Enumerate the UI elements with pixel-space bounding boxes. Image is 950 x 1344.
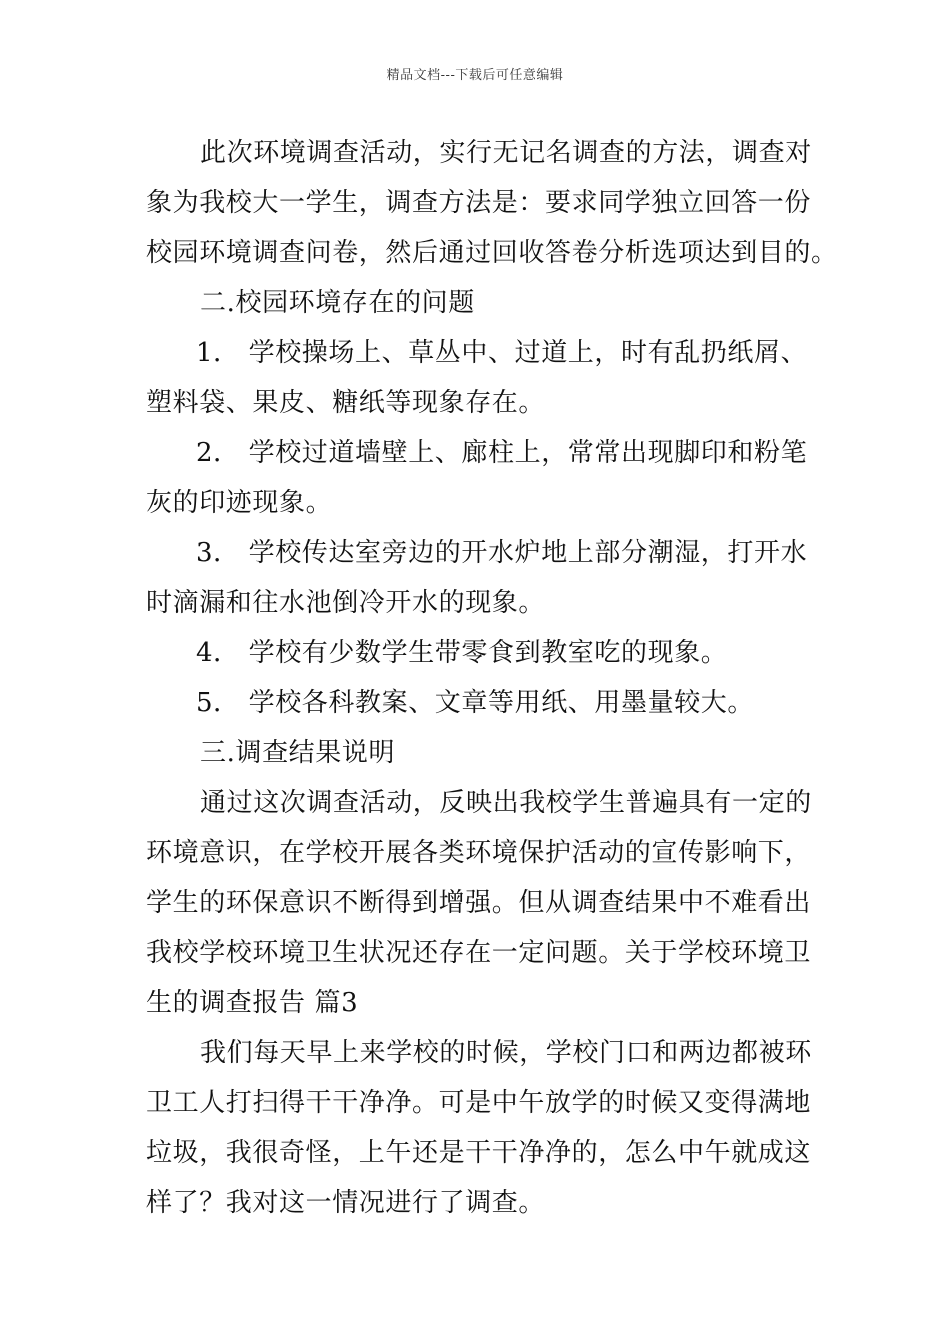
- list-item: 4． 学校有少数学生带零食到教室吃的现象。: [196, 638, 728, 668]
- paragraph-line: 环境意识，在学校开展各类环境保护活动的宣传影响下，: [146, 838, 812, 868]
- list-item: 1． 学校操场上、草丛中、过道上，时有乱扔纸屑、: [196, 338, 808, 368]
- list-item: 2． 学校过道墙壁上、廊柱上，常常出现脚印和粉笔: [196, 438, 808, 468]
- paragraph-line: 我们每天早上来学校的时候，学校门口和两边都被环: [200, 1038, 812, 1068]
- paragraph-line: 垃圾，我很奇怪，上午还是干干净净的，怎么中午就成这: [146, 1138, 812, 1168]
- list-item: 5． 学校各科教案、文章等用纸、用墨量较大。: [196, 688, 755, 718]
- paragraph-line: 我校学校环境卫生状况还存在一定问题。关于学校环境卫: [146, 938, 812, 968]
- paragraph-line: 此次环境调查活动，实行无记名调查的方法，调查对: [200, 138, 812, 168]
- paragraph-line: 卫工人打扫得干干净净。可是中午放学的时候又变得满地: [146, 1088, 812, 1118]
- document-body: [146, 128, 838, 1228]
- list-item-continuation: 时滴漏和往水池倒冷开水的现象。: [146, 588, 546, 618]
- list-item-continuation: 灰的印迹现象。: [146, 488, 333, 518]
- paragraph-line: 样了？我对这一情况进行了调查。: [146, 1188, 546, 1218]
- list-item: 3． 学校传达室旁边的开水炉地上部分潮湿，打开水: [196, 538, 808, 568]
- section-heading: 二.校园环境存在的问题: [200, 288, 475, 318]
- paragraph-line: 学生的环保意识不断得到增强。但从调查结果中不难看出: [146, 888, 812, 918]
- paragraph-line: 生的调查报告 篇3: [146, 988, 359, 1018]
- paragraph-line: 通过这次调查活动，反映出我校学生普遍具有一定的: [200, 788, 812, 818]
- page-header: 精品文档---下载后可任意编辑: [386, 68, 564, 83]
- list-item-continuation: 塑料袋、果皮、糖纸等现象存在。: [146, 388, 546, 418]
- section-heading: 三.调查结果说明: [200, 738, 396, 768]
- paragraph-line: 校园环境调查问卷，然后通过回收答卷分析选项达到目的。: [146, 238, 838, 268]
- paragraph-line: 象为我校大一学生，调查方法是：要求同学独立回答一份: [146, 188, 812, 218]
